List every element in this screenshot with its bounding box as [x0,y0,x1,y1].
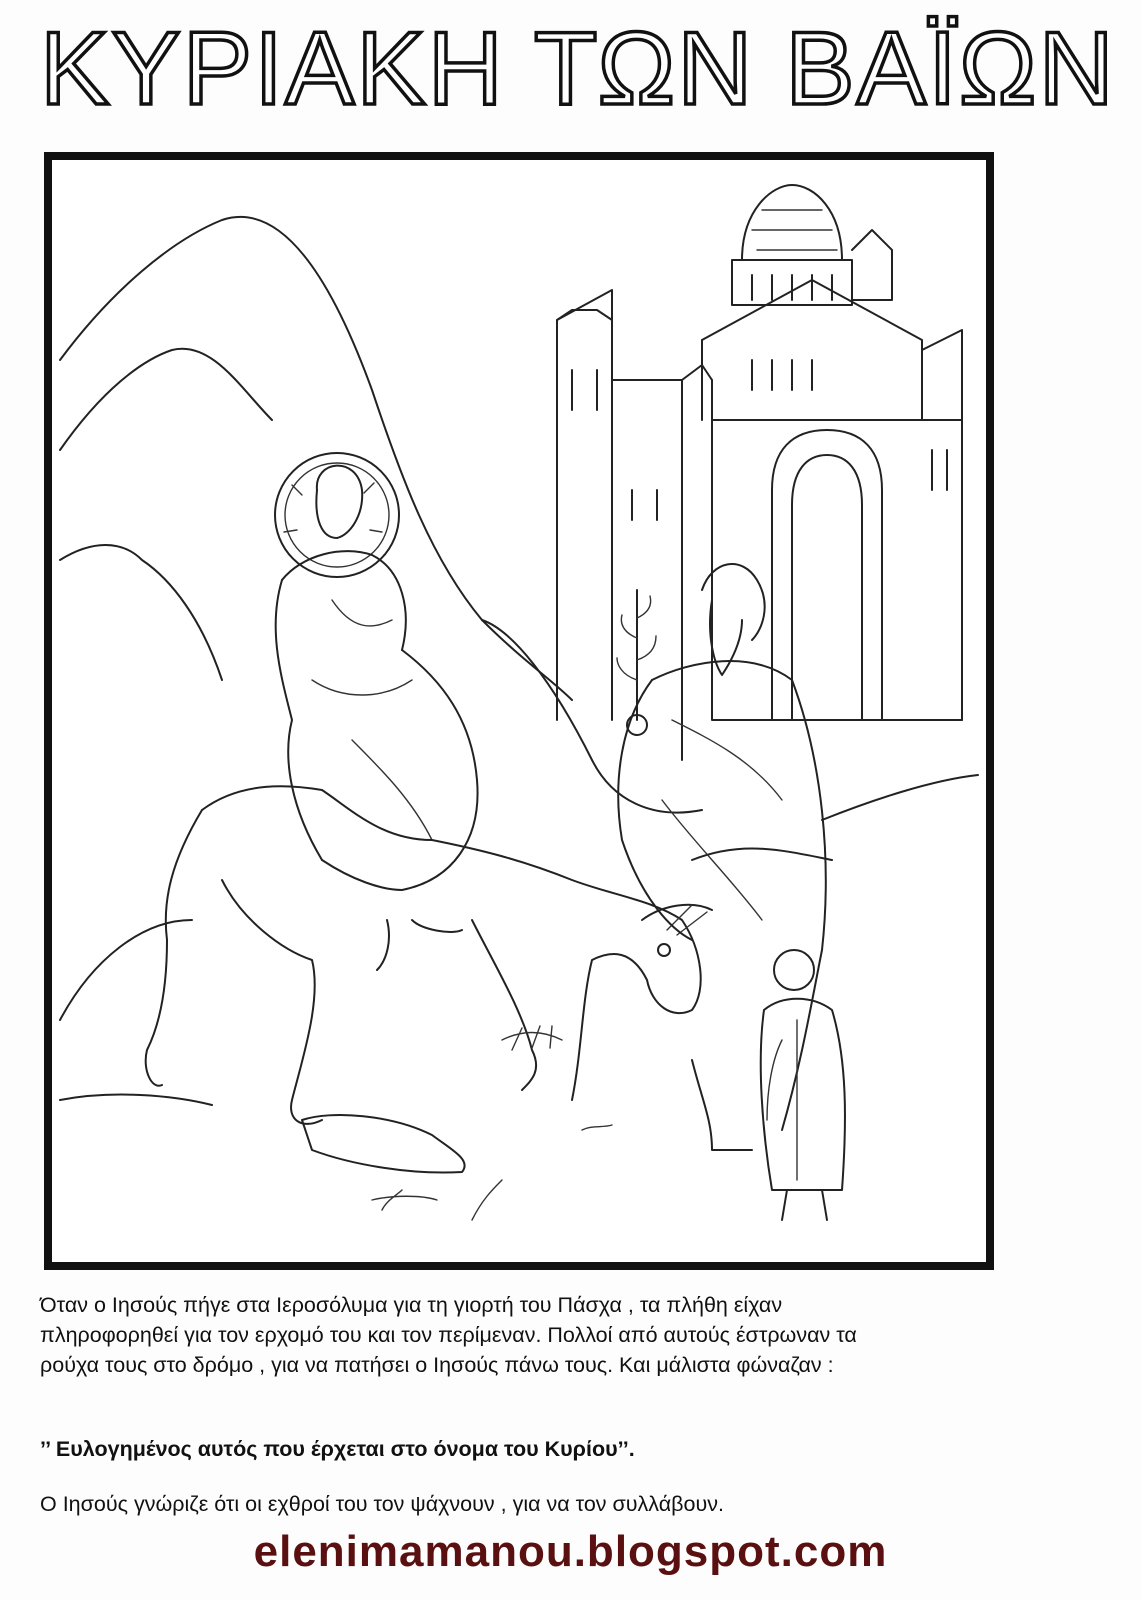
title-text: ΚΥΡΙΑΚΗ ΤΩΝ ΒΑΪΩΝ [40,11,1116,127]
story-line-1: Όταν ο Ιησούς πήγε στα Ιεροσόλυμα για τη γιορτή του Πάσχα , τα πλήθη είχαν [40,1293,783,1317]
halo [275,453,399,577]
ground [60,1026,612,1220]
old-man [618,564,826,1150]
title-outline-lettering [36,11,1116,127]
blog-url: elenimamanou.blogspot.com [253,1527,888,1576]
illustration-frame [44,152,994,1270]
mountains [60,217,978,1020]
child [761,950,845,1220]
page-title [36,11,1116,127]
story-line-3: ρούχα τους στο δρόμο , για να πατήσει ο Ιησούς πάνω τους. Και μάλιστα φώναζαν : [40,1353,834,1377]
story-paragraph [40,1290,1100,1380]
rider [276,466,478,970]
palm-branch [617,590,656,735]
bold-quote: ’’ Ευλογημένος αυτός που έρχεται στο όνομα του Κυρίου’’. [40,1437,635,1461]
closing-sentence: Ο Ιησούς γνώριζε ότι οι εχθροί του τον ψάχνουν , για να τον συλλάβουν. [40,1492,724,1516]
donkey [146,786,712,1124]
dome [732,185,892,305]
city-gate [557,280,962,760]
entry-into-jerusalem-drawing [52,160,986,1262]
story-line-2: πληροφορηθεί για τον ερχομό του και τον περίμεναν. Πολλοί από αυτούς έστρωναν τα [40,1323,857,1347]
